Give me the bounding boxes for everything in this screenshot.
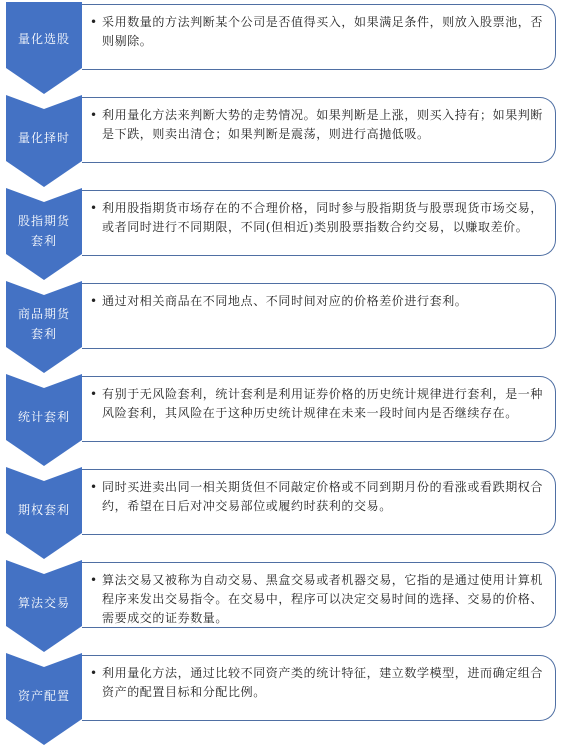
step-label: 算法交易 <box>17 596 70 610</box>
bullet-icon: • <box>90 201 98 215</box>
step-description: 算法交易又被称为自动交易、黑盒交易或者机器交易，它指的是通过使用计算机程序来发出交易指令。在交易中，程序可以决定交易时间的选择、交易的价格、需要成交的证券数量。 <box>102 573 544 625</box>
bullet-icon: • <box>90 15 98 29</box>
step-row-asset-allocation <box>0 653 566 745</box>
step-description: 通过对相关商品在不同地点、不同时间对应的价格差价进行套利。 <box>102 294 468 308</box>
step-label: 量化选股 <box>17 32 70 46</box>
step-description-box <box>82 97 556 163</box>
step-row-algorithmic-trading <box>0 560 566 652</box>
step-description-box <box>82 469 556 535</box>
bullet-icon: • <box>90 573 98 587</box>
step-row-index-futures-arbitrage <box>0 188 566 280</box>
step-description-box <box>82 4 556 70</box>
step-label: 商品期货套利 <box>17 307 70 341</box>
bullet-icon: • <box>90 666 98 680</box>
step-row-options-arbitrage <box>0 467 566 559</box>
step-label: 统计套利 <box>17 410 70 424</box>
step-description-box <box>82 562 556 628</box>
step-description: 有别于无风险套利，统计套利是利用证券价格的历史统计规律进行套利，是一种风险套利，其风险在于这种历史统计规律在未来一段时间内是否继续存在。 <box>102 387 544 420</box>
step-description: 利用量化方法，通过比较不同资产类的统计特征，建立数学模型，进而确定组合资产的配置目标和分配比例。 <box>102 666 544 699</box>
step-description: 利用量化方法来判断大势的走势情况。如果判断是上涨，则买入持有；如果判断是下跌，则卖出清仓；如果判断是震荡，则进行高抛低吸。 <box>102 108 544 141</box>
step-row-statistical-arbitrage <box>0 374 566 466</box>
step-description: 利用股指期货市场存在的不合理价格，同时参与股指期货与股票现货市场交易，或者同时进行不同期限，不同(但相近)类别股票指数合约交易，以赚取差价。 <box>102 201 544 234</box>
bullet-icon: • <box>90 294 98 308</box>
step-label: 期权套利 <box>17 503 70 517</box>
step-description: 同时买进卖出同一相关期货但不同敲定价格或不同到期月份的看涨或看跌期权合约，希望在日后对冲交易部位或履约时获利的交易。 <box>102 480 544 513</box>
step-description-box <box>82 190 556 256</box>
bullet-icon: • <box>90 387 98 401</box>
bullet-icon: • <box>90 480 98 494</box>
step-label: 资产配置 <box>17 689 70 703</box>
step-description-box <box>82 283 556 349</box>
step-description-box <box>82 655 556 721</box>
step-description-box <box>82 376 556 442</box>
step-row-commodity-futures-arbitrage <box>0 281 566 373</box>
step-description: 采用数量的方法判断某个公司是否值得买入，如果满足条件，则放入股票池，否则剔除。 <box>102 15 544 48</box>
step-row-stock-selection <box>0 2 566 94</box>
bullet-icon: • <box>90 108 98 122</box>
step-label: 量化择时 <box>17 131 70 145</box>
step-row-market-timing <box>0 95 566 187</box>
step-label: 股指期货套利 <box>17 214 70 248</box>
